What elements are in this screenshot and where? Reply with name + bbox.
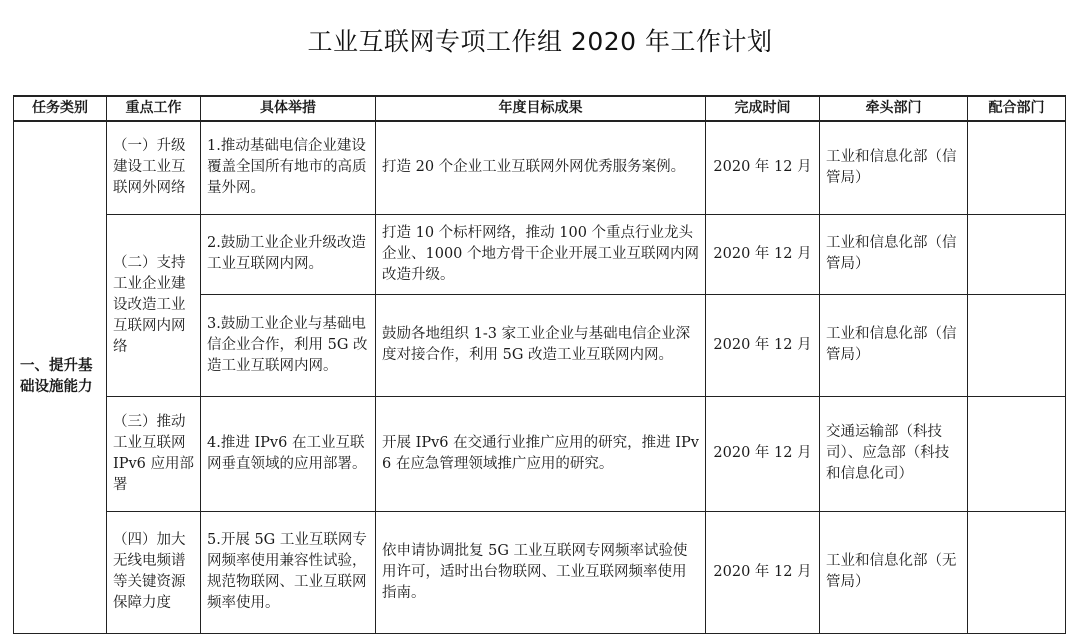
- key-work-cell: （三）推动工业互联网 IPv6 应用部署: [107, 396, 201, 511]
- table-row: [14, 214, 1066, 294]
- completion-time-cell: 2020 年 12 月: [706, 511, 820, 633]
- lead-department-cell: 工业和信息化部（无管局）: [820, 511, 968, 633]
- key-work-cell: （一）升级建设工业互联网外网络: [107, 121, 201, 214]
- completion-time-cell: 2020 年 12 月: [706, 121, 820, 214]
- work-plan-table: [13, 95, 1066, 634]
- completion-time-cell: 2020 年 12 月: [706, 214, 820, 294]
- cooperating-department-cell: [968, 121, 1066, 214]
- document-title: 工业互联网专项工作组 2020 年工作计划: [307, 27, 773, 56]
- task-category-cell: 一、提升基础设施能力: [14, 121, 107, 633]
- lead-department-cell: 工业和信息化部（信管局）: [820, 294, 968, 396]
- completion-time-cell: 2020 年 12 月: [706, 294, 820, 396]
- key-work-cell: （二）支持工业企业建设改造工业互联网内网络: [107, 214, 201, 396]
- measure-cell: 4.推进 IPv6 在工业互联网垂直领域的应用部署。: [201, 396, 376, 511]
- goal-cell: 打造 10 个标杆网络，推动 100 个重点行业龙头企业、1000 个地方骨干企业开展工业互联网内网改造升级。: [376, 214, 706, 294]
- cooperating-department-cell: [968, 214, 1066, 294]
- completion-time-cell: 2020 年 12 月: [706, 396, 820, 511]
- measure-cell: 1.推动基础电信企业建设覆盖全国所有地市的高质量外网。: [201, 121, 376, 214]
- measure-cell: 5.开展 5G 工业互联网专网频率使用兼容性试验，规范物联网、工业互联网频率使用。: [201, 511, 376, 633]
- header-cooperating-department: 配合部门: [968, 96, 1066, 121]
- header-measures: 具体举措: [201, 96, 376, 121]
- goal-cell: 依申请协调批复 5G 工业互联网专网频率试验使用许可，适时出台物联网、工业互联网频率使用指南。: [376, 511, 706, 633]
- header-row: [14, 96, 1066, 121]
- goal-cell: 打造 20 个企业工业互联网外网优秀服务案例。: [376, 121, 706, 214]
- lead-department-cell: 工业和信息化部（信管局）: [820, 214, 968, 294]
- lead-department-cell: 工业和信息化部（信管局）: [820, 121, 968, 214]
- lead-department-cell: 交通运输部（科技司）、应急部（科技和信息化司）: [820, 396, 968, 511]
- cooperating-department-cell: [968, 511, 1066, 633]
- cooperating-department-cell: [968, 396, 1066, 511]
- table-row: [14, 121, 1066, 214]
- table-row: [14, 396, 1066, 511]
- cooperating-department-cell: [968, 294, 1066, 396]
- key-work-cell: （四）加大无线电频谱等关键资源保障力度: [107, 511, 201, 633]
- header-completion-time: 完成时间: [706, 96, 820, 121]
- goal-cell: 开展 IPv6 在交通行业推广应用的研究，推进 IPv6 在应急管理领域推广应用的研究。: [376, 396, 706, 511]
- header-key-work: 重点工作: [107, 96, 201, 121]
- goal-cell: 鼓励各地组织 1-3 家工业企业与基础电信企业深度对接合作，利用 5G 改造工业互联网内网。: [376, 294, 706, 396]
- measure-cell: 2.鼓励工业企业升级改造工业互联网内网。: [201, 214, 376, 294]
- header-task-category: 任务类别: [14, 96, 107, 121]
- header-annual-goals: 年度目标成果: [376, 96, 706, 121]
- header-lead-department: 牵头部门: [820, 96, 968, 121]
- measure-cell: 3.鼓励工业企业与基础电信企业合作，利用 5G 改造工业互联网内网。: [201, 294, 376, 396]
- table-row: [14, 511, 1066, 633]
